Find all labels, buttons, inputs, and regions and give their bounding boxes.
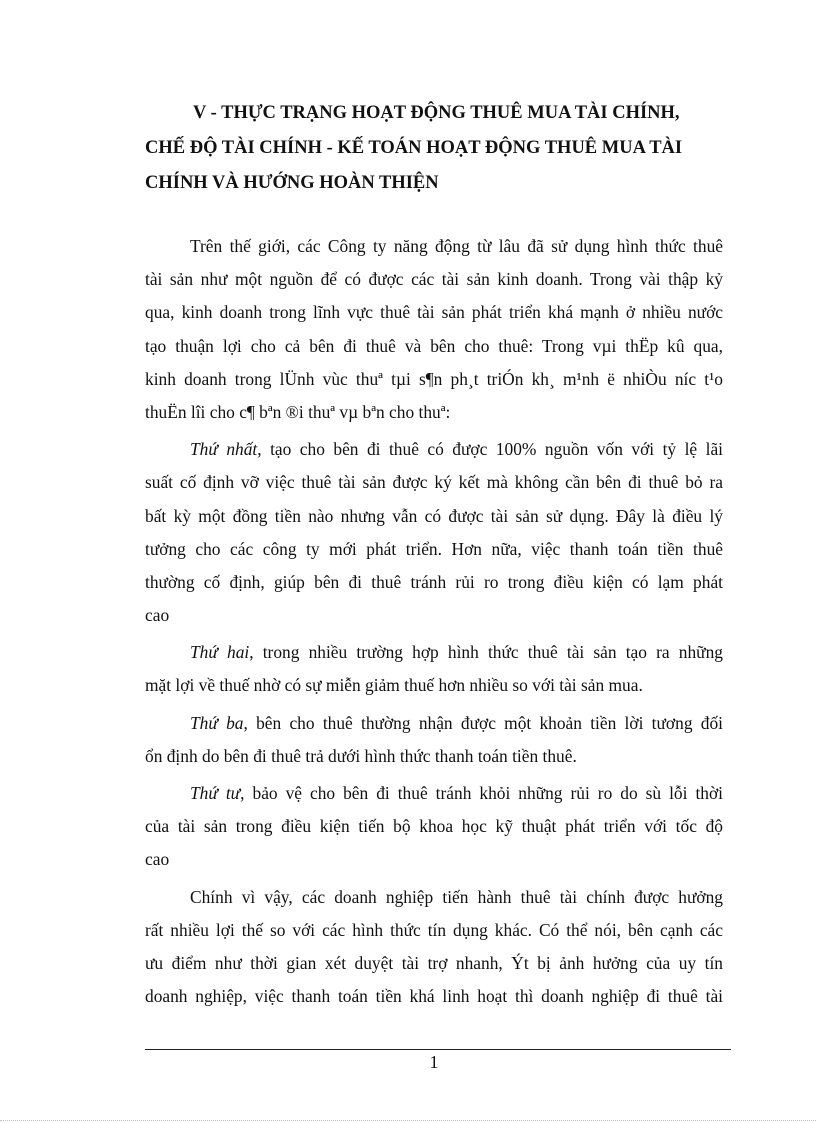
section-heading — [145, 96, 745, 201]
text-line: Trên thế giới, các Công ty năng động từ lâu đã sử dụng hình thức thuê — [190, 236, 723, 256]
text-line: tạo thuận lợi cho cả bên đi thuê và bên cho thuê: Trong vµi thËp kû qua, — [145, 335, 723, 356]
text-line: kinh doanh trong lÜnh vùc thuª tµi s¶n ph¸t triÓn kh¸ m¹nh ë nhiÒu níc t¹o — [145, 368, 723, 389]
text-line: của tài sản trong điều kiện tiến bộ khoa học kỹ thuật phát triển với tốc độ — [145, 816, 723, 837]
heading-line: CHÍNH VÀ HƯỚNG HOÀN THIỆN — [145, 173, 439, 193]
text-line: qua, kinh doanh trong lĩnh vực thuê tài sản phát triển khá mạnh ở nhiều nước — [145, 302, 723, 323]
paragraph-label: Thứ ba — [190, 712, 244, 733]
page-edge-divider — [0, 1120, 816, 1121]
text-line: thường cố định, giúp bên đi thuê tránh rủi ro trong điều kiện có lạm phát — [145, 571, 723, 592]
text-line: Thứ ba, bên cho thuê thường nhận được một khoản tiền lời tương đối — [190, 712, 723, 733]
paragraph-label: Thứ nhất — [190, 439, 258, 460]
text-line: suất cố định vỡ việc thuê tài sản được ký kết mà không cần bên đi thuê bỏ ra — [145, 472, 723, 493]
text-line: ổn định do bên đi thuê trả dưới hình thức thanh toán tiền thuê. — [145, 745, 577, 766]
text-line: cao — [145, 849, 170, 870]
paragraph-label: Thứ hai — [190, 642, 250, 663]
text-line: tài sản như một nguồn để có được các tài sản kinh doanh. Trong vài thập kỷ — [145, 269, 723, 290]
text-line: thuËn lîi cho c¶ bªn ®i thuª vµ bªn cho thuª: — [145, 401, 451, 422]
page-number: 1 — [429, 1052, 439, 1072]
text-line: mặt lợi về thuế nhờ có sự miễn giảm thuế hơn nhiều so với tài sản mua. — [145, 675, 643, 696]
text-line: ưu điểm như thời gian xét duyệt tài trợ nhanh, Ýt bị ảnh hưởng của uy tín — [145, 952, 723, 973]
body-text — [145, 230, 723, 1013]
text-line: Thứ hai, trong nhiều trường hợp hình thức thuê tài sản tạo ra những — [190, 642, 723, 663]
heading-line: CHẾ ĐỘ TÀI CHÍNH - KẾ TOÁN HOẠT ĐỘNG THUÊ MUA TÀI — [145, 138, 683, 158]
footer-divider — [145, 1049, 731, 1050]
text-line: Thứ tư, bảo vệ cho bên đi thuê tránh khỏi những rủi ro do sù lỗi thời — [190, 783, 723, 803]
text-line: cao — [145, 605, 170, 626]
text-line: rất nhiều lợi thế so với các hình thức tín dụng khác. Có thể nói, bên cạnh các — [145, 919, 723, 940]
text-line: doanh nghiệp, việc thanh toán tiền khá linh hoạt thì doanh nghiệp đi thuê tài — [145, 986, 723, 1007]
heading-line: V - THỰC TRẠNG HOẠT ĐỘNG THUÊ MUA TÀI CHÍNH, — [193, 103, 680, 123]
paragraph-label: Thứ tư — [190, 783, 241, 803]
text-line: bất kỳ một đồng tiền nào nhưng vẫn có được tài sản sử dụng. Đây là điều lý — [145, 505, 723, 526]
text-line: Chính vì vậy, các doanh nghiệp tiến hành thuê tài chính được hưởng — [190, 886, 723, 907]
text-line: Thứ nhất, tạo cho bên đi thuê có được 100% nguồn vốn với tỷ lệ lãi — [190, 439, 723, 460]
text-line: tưởng cho các công ty mới phát triển. Hơn nữa, việc thanh toán tiền thuê — [145, 538, 723, 559]
